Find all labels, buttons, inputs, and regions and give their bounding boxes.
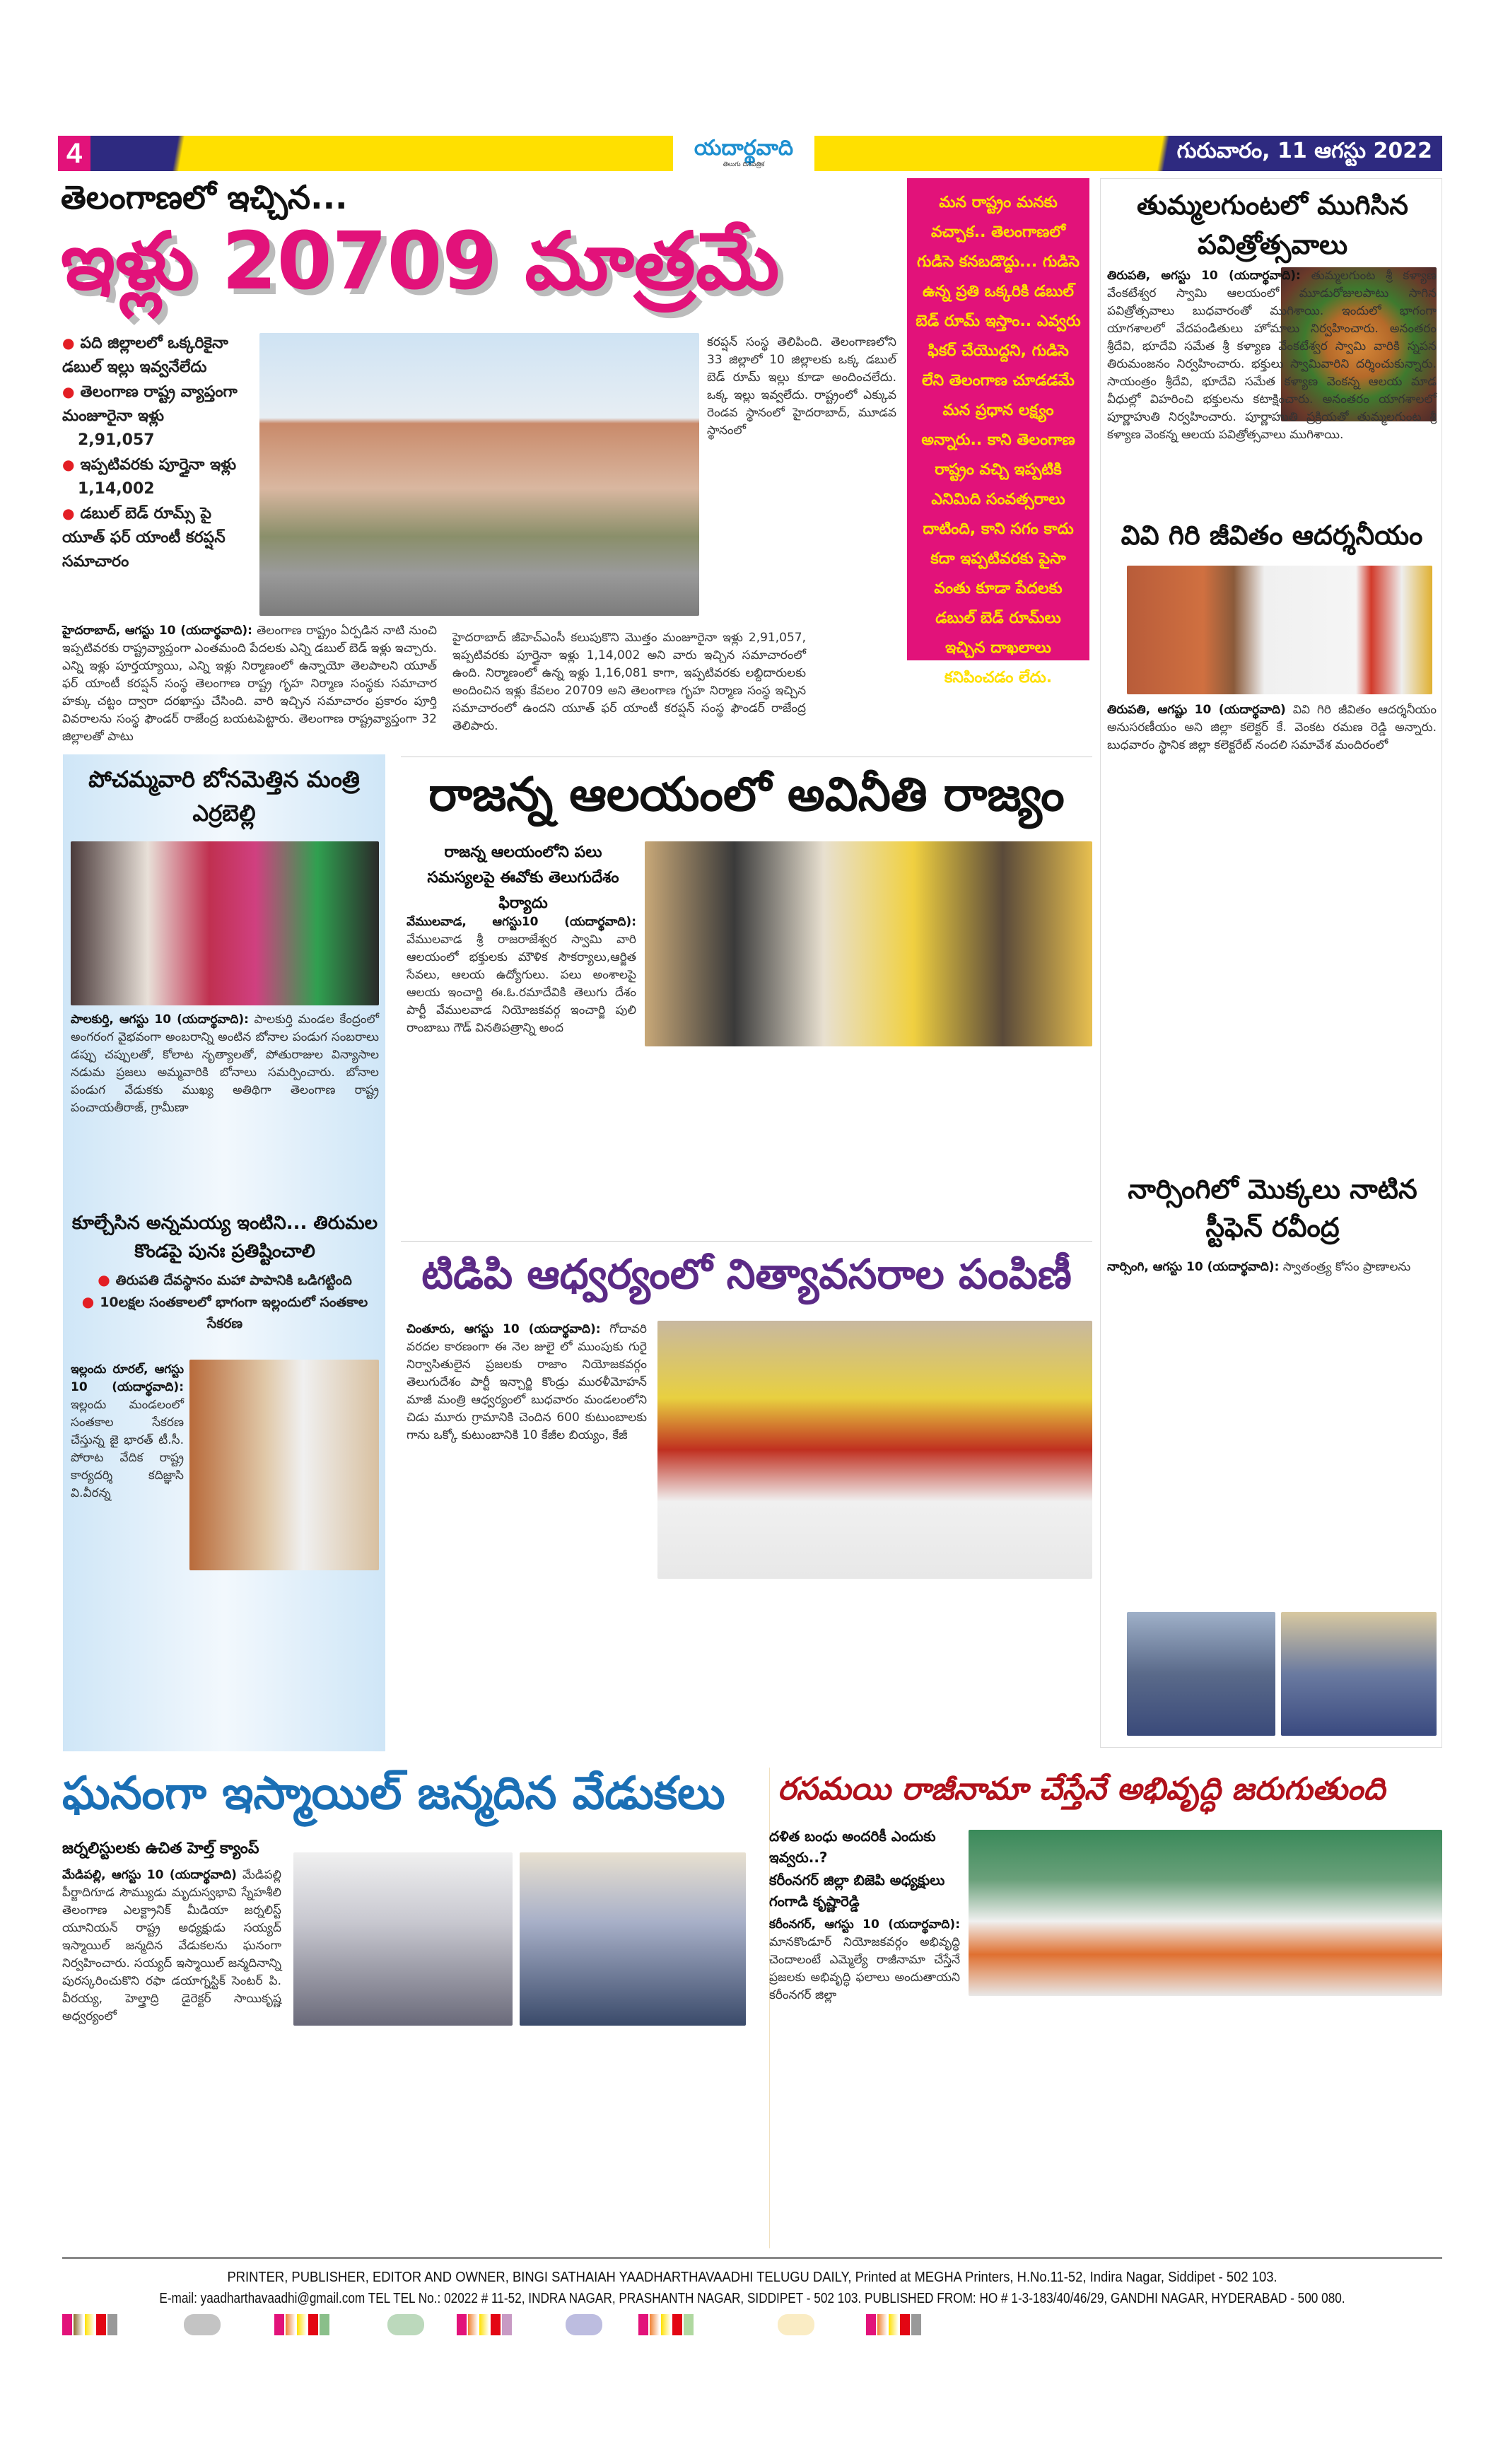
logo-tagline: తెలుగు దినపత్రిక [723, 161, 765, 168]
rajanna-subhead: రాజన్న ఆలయంలోని పలు సమస్యలపై ఈవోకు తెలుగుదేశం ఫిర్యాదు [427, 843, 619, 912]
bullet-item: ● తెలంగాణ రాష్ట్ర వ్యాప్తంగా మంజూరైనా ఇళ్లు [62, 380, 257, 428]
tdp-dateline: చింతూరు, ఆగస్టు 10 (యదార్థవాది): [407, 1322, 601, 1336]
narsingi-dateline: నార్సింగి, ఆగస్టు 10 (యదార్థవాది): [1107, 1260, 1280, 1274]
pink-callout-text: మన రాష్ట్రం మనకు వచ్చాక.. తెలంగాణలో గుడిసె కనబడొద్దు... గుడిసె ఉన్న ప్రతి ఒక్కరికి డబుల్ బెడ్ రూమ్ ఇస్తాం.. ఎవ్వరు ఫికర్ చేయొద్దని, గుడిసె లేని తెలంగాణ చూడడమే మన ప్రధాన లక్ష్యం అన్నారు.. కాని తెలంగాణ రాష్ట్రం వచ్చి ఇప్పటికి ఎనిమిది సంవత్సరాలు దాటింది, కాని సగం కాదు కదా ఇప్పటివరకు పైసా వంతు కూడా పేదలకు డబుల్ బెడ్ రూమ్‌లు ఇచ్చిన దాఖలాలు కనిపించడం లేదు. [916, 194, 1081, 687]
annamayya-dateline: ఇల్లందు రూరల్, ఆగస్టు 10 (యదార్థవాది): [71, 1362, 184, 1394]
rasamayi-dateline: కరీంనగర్, ఆగస్టు 10 (యదార్థవాది): [769, 1917, 960, 1932]
color-registration-strip [62, 2314, 1442, 2335]
pochamma-dateline: పాలకుర్తి, ఆగస్టు 10 (యదార్థవాది): [71, 1012, 249, 1027]
bullet-figure: 2,91,057 [78, 431, 155, 449]
narsingi-body [1107, 1259, 1437, 1276]
bullet-item: ● పది జిల్లాలలో ఒక్కరికైనా డబుల్ ఇల్లు ఇవ్వనేలేదు [62, 331, 257, 380]
tdp-rule [401, 1241, 1092, 1242]
lead-side-column-cont [907, 668, 1089, 735]
bonalu-festival-photo [71, 841, 379, 1005]
page-number-box [58, 136, 90, 171]
rajanna-headline: రాజన్న ఆలయంలో అవినీతి రాజ్యం [428, 767, 1065, 822]
footer-imprint-line-2: E-mail: yaadharthavaadhi@gmail.com TEL TEL No.: 02022 # 11-52, INDRA NAGAR, PRASHANTH NAGAR, SIDDIPET - 502 103. PUBLISHED FROM: HO # 1-3-183/40/46/29, GANDHI NAGAR, HYDERABAD - 500 080. [159, 2291, 1345, 2306]
annamayya-body-text: ఇల్లందు మండలంలో సంతకాల సేకరణ చేస్తున్న జై భారత్ టీ.సీ. పోరాట వేదిక రాష్ట్ర కార్యదర్శి కదిజ్ఞాసి వి.వీరన్న [71, 1398, 184, 1500]
ismail-body [62, 1867, 281, 2026]
rasamayi-bjp-photo [969, 1830, 1442, 1996]
tummalagunta-headline: తుమ్మలగుంటలో ముగిసిన పవిత్రోత్సవాలు [1137, 189, 1408, 260]
tummalagunta-dateline: తిరుపతి, అగస్టు 10 (యదార్థవాది): [1107, 269, 1301, 283]
narsingi-photo-1 [1127, 1612, 1275, 1736]
ismail-headline: ఘనంగా ఇస్మాయిల్ జన్మదిన వేడుకలు [62, 1768, 725, 1820]
logo [673, 136, 814, 171]
tummalagunta-body [1107, 267, 1437, 444]
pochamma-headline: పోచమ్మవారి బోనమెత్తిన మంత్రి ఎర్రబెల్లి [88, 766, 360, 827]
masthead [58, 136, 1442, 171]
bullet-item: ● తిరుపతి దేవస్థానం మహా పాపానికి ఒడిగట్టింది [71, 1269, 379, 1291]
lead-headline: ఇళ్లు 20709 మాత్రమే [61, 216, 780, 308]
bullet-item: ● 10లక్షల సంతకాలలో భాగంగా ఇల్లందులో సంతకాల సేకరణ [71, 1291, 379, 1334]
rajanna-body [407, 913, 636, 1037]
ismail-subhead: జర్నలిస్టులకు ఉచిత హెల్త్ క్యాంప్ [62, 1840, 259, 1857]
lead-side-column: కరప్షన్ సంస్థ తెలిపింది. తెలంగాణలోని 33 జిల్లాలో 10 జిల్లాలకు ఒక్క డబుల్ బెడ్ రూమ్ ఇల్లు కూడా అందించలేదు. ఒక్క ఇల్లు ఇవ్వలేదు. రాష్ట్రంలో ఎక్కువ రెండవ స్థానంలో హైదరాబాద్, మూడవ స్థానంలో [707, 335, 896, 438]
tdp-body-text: గోదావరి వరదల కారణంగా ఈ నెల జులై లో ముంపుకు గురై నిర్వాసితులైన ప్రజలకు రాజాం నియోజకవర్గం తెలుగుదేశం పార్టీ ఇన్చార్జి కొండ్రు మురళీమోహన్ మాజీ మంత్రి ఆధ్వర్యంలో బుధవారం మండలంలోని చిడు మూరు గ్రామానికి చెందిన 600 కుటుంబాలకు గాను ఒక్కో కుటుంబానికి 10 కేజీల బియ్యం, కేజీ [407, 1322, 647, 1442]
rasamayi-subhead-2: కరీంనగర్ జిల్లా బిజెపి అధ్యక్షులు గంగాడి కృష్ణారెడ్డి [769, 1872, 945, 1910]
tdp-headline: టిడిపి ఆధ్వర్యంలో నిత్యావసరాల పంపిణీ [421, 1250, 1072, 1298]
page-number: 4 [66, 138, 83, 169]
lead-body [62, 622, 437, 746]
issue-date: గురువారం, 11 ఆగస్టు 2022 [1176, 139, 1432, 163]
rasamayi-subhead-1: దళిత బంధు అందరికీ ఎందుకు ఇవ్వరు..? [769, 1828, 936, 1866]
pochamma-body-text: పాలకుర్తి మండల కేంద్రంలో అంగరంగ వైభవంగా అంబరాన్ని అంటిన బోనాల పండుగ సంబరాలు డప్పు చప్పులతో, కోలాట నృత్యాలతో, పోతురాజుల విన్యాసాల నడుమ ప్రజలు అమ్మవారికి బోనాలు సమర్పించారు. బోనాల పండుగ వేడుకకు ముఖ్య అతిథిగా తెలంగాణ రాష్ట్ర పంచాయతీరాజ్, గ్రామీణా [71, 1012, 380, 1115]
bullet-figure: 1,14,002 [78, 480, 155, 498]
narsingi-body-text: స్వాతంత్ర్య కోసం ప్రాణాలను [1282, 1260, 1411, 1274]
ismail-birthday-photo-1 [293, 1852, 513, 2026]
tdp-body [407, 1321, 647, 1444]
vv-giri-dateline: తిరుపతి, ఆగష్టు 10 (యదార్థవాది) [1107, 703, 1286, 717]
vv-giri-headline: వివి గిరి జీవితం ఆదర్శనీయం [1121, 520, 1423, 551]
vv-giri-body-text: వివి గిరి జీవితం ఆదర్శనీయం అనుసరణీయం అని జిల్లా కలెక్టర్ కే. వెంకట రమణ రెడ్డి అన్నారు. బుధవారం స్థానిక జిల్లా కలెక్టరేట్ నందలి సమావేశ మందిరంలో [1107, 703, 1437, 752]
annamayya-bullets [71, 1269, 379, 1334]
lead-bullets [62, 331, 257, 574]
pink-callout-box [907, 178, 1089, 687]
narsingi-photo-2 [1281, 1612, 1437, 1736]
lead-dateline: హైదరాబాద్, ఆగస్టు 10 (యదార్థవాది): [62, 624, 252, 638]
footer-imprint-line-1: PRINTER, PUBLISHER, EDITOR AND OWNER, BINGI SATHAIAH YAADHARTHAVAADHI TELUGU DAILY, Printed at MEGHA Printers, H.No.11-52, Indira Nagar, Siddipet - 502 103. [227, 2270, 1277, 2285]
narsingi-headline: నార్సింగిలో మొక్కలు నాటిన స్టీఫెన్ రవీంద్ర [1128, 1174, 1417, 1243]
rajanna-petition-photo [645, 841, 1092, 1046]
lead-kicker: తెలంగాణలో ఇచ్చిన... [61, 178, 348, 216]
annamayya-photo [189, 1360, 379, 1570]
footer-rule [62, 2257, 1442, 2259]
ismail-body-text: మేడిపల్లి పీర్జాదిగూడ సౌమ్యుడు మృదుస్వభావి స్నేహశీలి తెలంగాణ ఎలక్ట్రానిక్ మీడియా జర్నలిస్ట్ యూనియన్ రాష్ట్ర అధ్యక్షుడు సయ్యద్ ఇస్మాయిల్ జన్మదిన వేడుకలను ఘనంగా నిర్వహించారు. సయ్యద్ ఇస్మాయిల్ జన్మదినాన్ని పురస్కరించుకొని రఫా డయాగ్నస్టిక్ సెంటర్ పి. వీరయ్య, హెల్త్రాద్రి డైరెక్టర్ సాయికృష్ణ అధ్వర్యంలో [62, 1868, 282, 2024]
pochamma-body [71, 1011, 379, 1117]
ismail-birthday-photo-2 [520, 1852, 746, 2026]
logo-text: యదార్థవాది [694, 136, 794, 160]
tummalagunta-body-text: తుమ్మలగుంట శ్రీ కళ్యాణ వేంకటేశ్వర స్వామి ఆలయంలో మూడురోజులపాటు సాగిన పవిత్రోత్సవాలు బుధవారంతో ముగిశాయి. ఇందులో భాగంగా యాగశాలలో వేదపండితులు హోమాలు నిర్వహించారు. అనంతరం శ్రీదేవి, భూదేవి సమేత శ్రీ కళ్యాణ వేంకటేశ్వర స్వామి వారికి స్నపన తిరుమంజనం నిర్వహించారు. భక్తులు స్వామివారిని దర్శించుకున్నారు. సాయంత్రం శ్రీదేవి, భూదేవి సమేత కళ్యాణ వెంకన్న ఆలయ మాడ వీధుల్లో విహరించి భక్తులను కటాక్షించారు. అనంతరం యాగశాలలో పూర్ణాహుతి నిర్వహించారు. పూర్ణాహుతి ప్రక్రియతో తుమ్మలగుంట శ్రీ కళ్యాణ వెంకన్న ఆలయ పవిత్రోత్సవాలు ముగిశాయి. [1107, 269, 1437, 442]
housing-photo [259, 333, 699, 616]
bullet-item: ● డబుల్ బెడ్ రూమ్స్ పై యూత్ ఫర్ యాంటీ కరప్షన్ సమాచారం [62, 501, 257, 574]
rajanna-dateline: వేములవాడ, ఆగస్టు10 (యదార్థవాది): [407, 915, 636, 929]
tdp-distribution-photo [657, 1321, 1092, 1579]
vv-giri-tribute-photo [1127, 566, 1432, 694]
vv-giri-body [1107, 701, 1437, 754]
rasamayi-headline: రసమయి రాజీనామా చేస్తేనే అభివృద్ధి జరుగుతుంది [778, 1771, 1386, 1807]
rasamayi-body [769, 1916, 960, 2004]
annamayya-headline: కూల్చేసిన అన్నమయ్య ఇంటిని... తిరుమల కొండపై పునః ప్రతిష్టించాలి [71, 1213, 378, 1262]
rajanna-body-text: వేములవాడ శ్రీ రాజరాజేశ్వర స్వామి వారి ఆలయంలో భక్తులకు మౌళిక సౌకర్యాలు,ఆర్జిత సేవలు, ఆలయ ఉద్యోగులు. పలు అంశాలపై ఆలయ ఇంచార్జి ఈ.ఓ.రమాదేవికి తెలుగు దేశం పార్టీ వేములవాడ నియోజకవర్గ ఇంచార్జి పులి రాంబాబు గౌడ్ వినతిపత్రాన్ని అంద [407, 933, 636, 1035]
ismail-dateline: మేడిపల్లి, ఆగస్టు 10 (యదార్థవాది) [62, 1868, 237, 1882]
lead-body-col2: హైదరాబాద్ జీహెచ్ఎంసీ కలుపుకొని మొత్తం మంజూరైనా ఇళ్లు 2,91,057, ఇప్పటివరకు పూర్తైనా ఇళ్లు 1,14,002 అని వారు ఇచ్చిన సమాచారంలో ఉంది. నిర్మాణంలో ఉన్న ఇళ్లు 1,16,081 కాగా, ఇప్పటివరకు లబ్దిదారులకు అందించిన ఇళ్లు కేవలం 20709 అని తెలంగాణ గృహ నిర్మాణ సంస్థ ఇచ్చిన సమాచారంలో ఉందని యూత్ ఫర్ యాంటీ కరప్షన్ సంస్థ ఫౌండర్ రాజేంద్ర తెలిపారు. [452, 631, 806, 733]
header-band-left [90, 136, 713, 171]
bullet-item: ● ఇప్పటివరకు పూర్తైనా ఇళ్లు [62, 452, 257, 477]
rasamayi-body-text: మానకొండూర్ నియోజకవర్గం అభివృద్ధి చెందాలంటే ఎమ్మెల్యే రాజీనామా చేస్తేనే ప్రజలకు అభివృద్ధి ఫలాలు అందుతాయని కరీంనగర్ జిల్లా [769, 1935, 960, 2002]
lead-body-text: తెలంగాణ రాష్ట్రం ఏర్పడిన నాటి నుంచి ఇప్పటివరకు రాష్ట్రవ్యాప్తంగా ఎంతమంది పేదలకు ఎన్ని డబుల్ బెడ్ ఇళ్లు ఇచ్చారు. ఎన్ని ఇళ్లు పూర్తయ్యాయి, ఎన్ని ఇళ్లు నిర్మాణంలో ఉన్నాయో తెలపాలని యూత్ ఫర్ యాంటీ కరప్షన్ సంస్థ తెలంగాణ రాష్ట్ర గృహ నిర్మాణ సంస్థకు సమాచార హక్కు చట్టం ద్వారా దరఖాస్తు చేసింది. వారి ఇచ్చిన సమాచారం ప్రకారం పూర్తి వివరాలను సంస్థ ఫౌండర్ రాజేంద్ర బయటపెట్టారు. తెలంగాణ రాష్ట్రవ్యాప్తంగా 32 జిల్లాలతో పాటు [62, 624, 437, 744]
annamayya-body [71, 1361, 184, 1502]
